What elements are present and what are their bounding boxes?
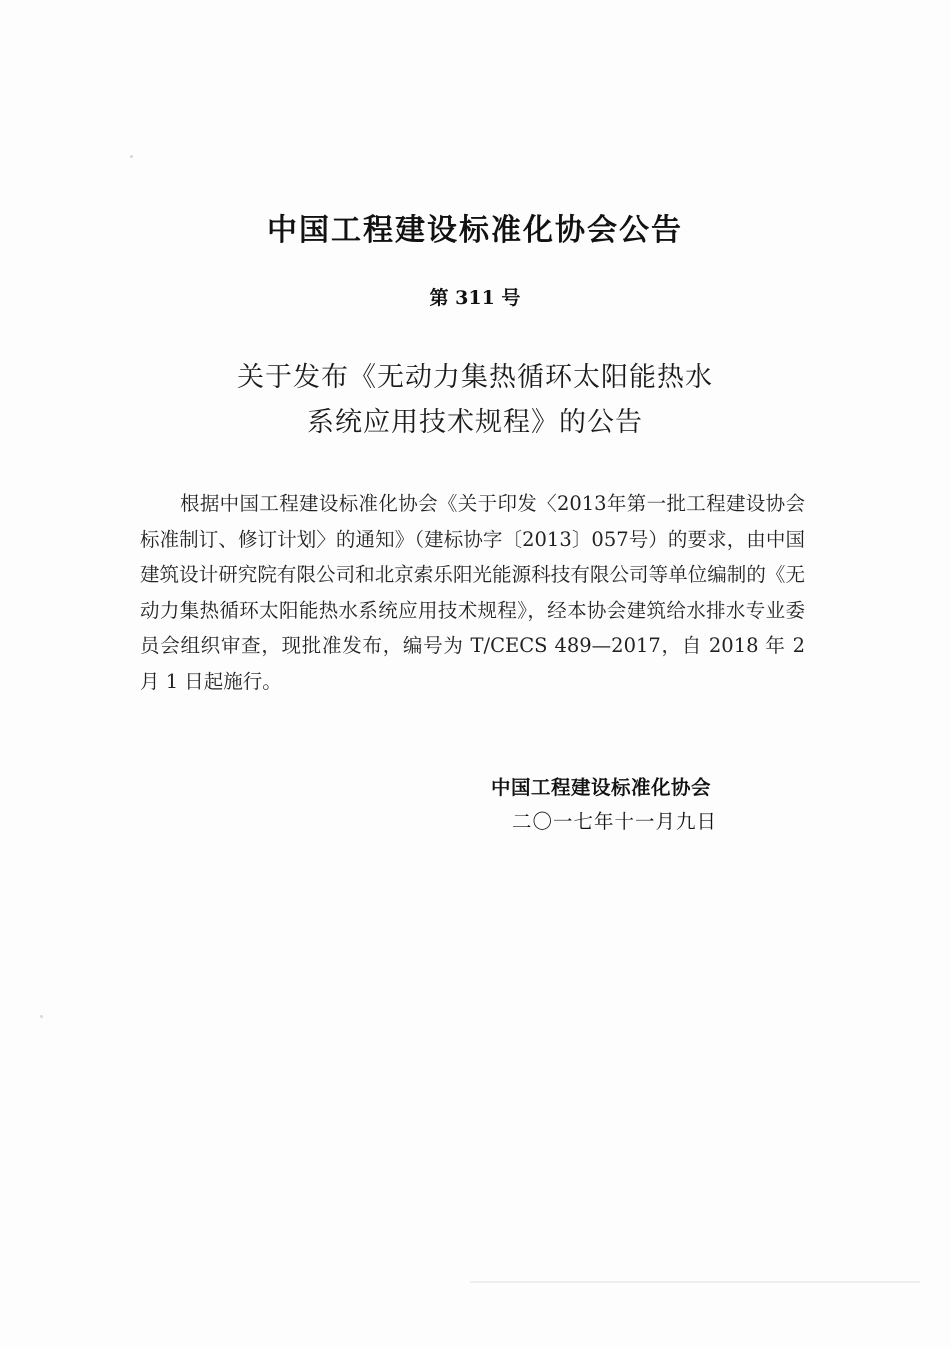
announcement-org-title: 中国工程建设标准化协会公告: [267, 213, 683, 248]
scan-speck: [130, 155, 133, 158]
announcement-body: 根据中国工程建设标准化协会《关于印发〈2013年第一批工程建设协会标准制订、修订计划〉的通知》（建标协字〔2013〕057号）的要求，由中国建筑设计研究院有限公司和北京索乐阳光能源科技有限公司等单位编制的《无动力集热循环太阳能热水系统应用技术规程》，经本协会建筑给水排水专业委员会组织审查，现批准发布，编号为 T/CECS 489—2017，自 2018 年 2 月 1 日起施行。: [140, 492, 805, 693]
signature-organization: 中国工程建设标准化协会: [491, 776, 712, 799]
scan-speck: [40, 1015, 43, 1018]
scan-artifact-line: [470, 1281, 920, 1283]
signature-date: 二〇一七年十一月九日: [512, 810, 718, 833]
announcement-number: 第 311 号: [429, 287, 521, 309]
notice-title-line-2: 系统应用技术规程》的公告: [307, 407, 643, 438]
notice-title-line-1: 关于发布《无动力集热循环太阳能热水: [237, 362, 713, 393]
